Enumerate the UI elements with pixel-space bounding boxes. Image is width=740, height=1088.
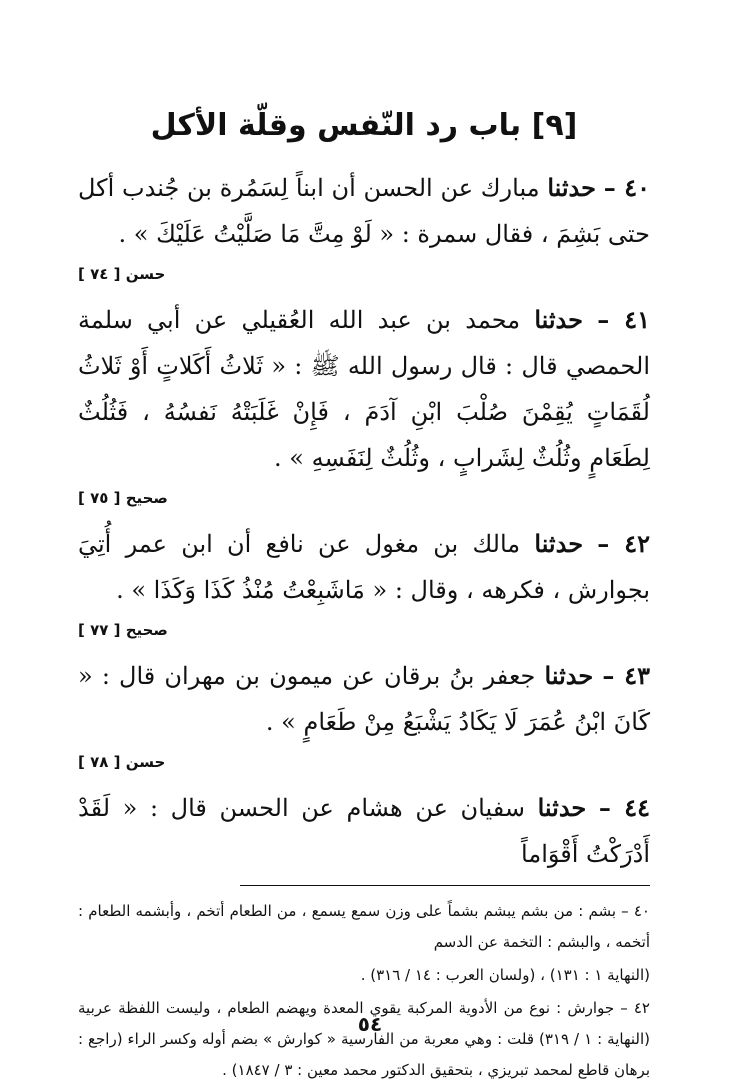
hadith-number: ٤٣ – (602, 661, 650, 690)
footnote-40: ٤٠ – بشم : من بشم يبشم بشماً على وزن سمع يسمع ، من الطعام أتخم ، وأبشمه الطعام : أتخمه ، والبشم : التخمة عن الدسم (78, 902, 650, 951)
hadith-43 (78, 653, 650, 745)
hadith-42 (78, 521, 650, 613)
narration-word: حدثنا (544, 661, 594, 690)
hadith-list (78, 165, 650, 877)
hadith-text: جعفر بنُ برقان عن ميمون بن مهران قال : « كَانَ ابْنُ عُمَرَ لَا يَكَادُ يَشْبَعُ مِنْ طَعَامٍ » . (78, 662, 650, 736)
hadith-40 (78, 165, 650, 257)
hadith-grade: صحيح [ ٧٥ ] (78, 489, 168, 507)
hadith-number: ٤٢ – (597, 529, 650, 558)
narration-word: حدثنا (547, 173, 596, 202)
footnote-42: ٤٢ – جوارش : نوع من الأدوية المركبة يقوي المعدة ويهضم الطعام ، وليست اللفظة عربية (النهاية : ١ / ٣١٩) قلت : وهي معربة من الفارسية « كوارش » بضم أوله وكسر الراء (راجع : برهان قاطع لمحمد تبريزي ، بتحقيق الدكتور محمد معين : ٣ / ١٨٤٧) . (78, 999, 650, 1079)
footnote-divider (240, 885, 650, 886)
narration-word: حدثنا (534, 529, 584, 558)
hadith-41 (78, 297, 650, 481)
hadith-text: سفيان عن هشام عن الحسن قال : « لَقَدْ أَدْرَكْتُ أَقْوَاماً (78, 794, 650, 868)
hadith-44 (78, 785, 650, 877)
footnotes (78, 896, 650, 1086)
hadith-grade: صحيح [ ٧٧ ] (78, 621, 168, 639)
page-number: ٥٤ (357, 1012, 383, 1036)
hadith-grade: حسن [ ٧٤ ] (78, 265, 166, 283)
narration-word: حدثنا (534, 305, 583, 334)
hadith-number: ٤٤ – (598, 793, 650, 822)
hadith-number: ٤١ – (597, 305, 650, 334)
hadith-text: محمد بن عبد الله العُقيلي عن أبي سلمة الحمصي قال : قال رسول الله ﷺ : « ثَلاثُ أَكَلاتٍ أَوْ ثَلاثُ لُقَمَاتٍ يُقِمْنَ صُلْبَ ابْنِ آدَمَ ، فَإِنْ غَلَبَتْهُ نَفسُهُ ، فَثُلُثٌ لِطَعَامٍ وثُلُثٌ لِشَرابٍ ، وثُلُثٌ لِنَفَسِهِ » . (78, 306, 650, 472)
footnote-40-refs: (النهاية ١ : ١٣١) ، (ولسان العرب : ١٤ / ٣١٦) . (360, 966, 650, 984)
chapter-title: [٩] باب رد النّفس وقلّة الأكل (150, 108, 578, 143)
hadith-number: ٤٠ – (603, 173, 650, 202)
hadith-text: مالك بن مغول عن نافع أن ابن عمر أُتِيَ بجوارش ، فكرهه ، وقال : « مَاشَبِعْتُ مُنْذُ كَذَا وَكَذَا » . (78, 530, 650, 604)
narration-word: حدثنا (537, 793, 587, 822)
hadith-text: مبارك عن الحسن أن ابناً لِسَمُرة بن جُندب أكل حتى بَشِمَ ، فقال سمرة : « لَوْ مِتَّ مَا صَلَّيْتُ عَلَيْكَ » . (78, 174, 650, 248)
hadith-grade: حسن [ ٧٨ ] (78, 753, 166, 771)
